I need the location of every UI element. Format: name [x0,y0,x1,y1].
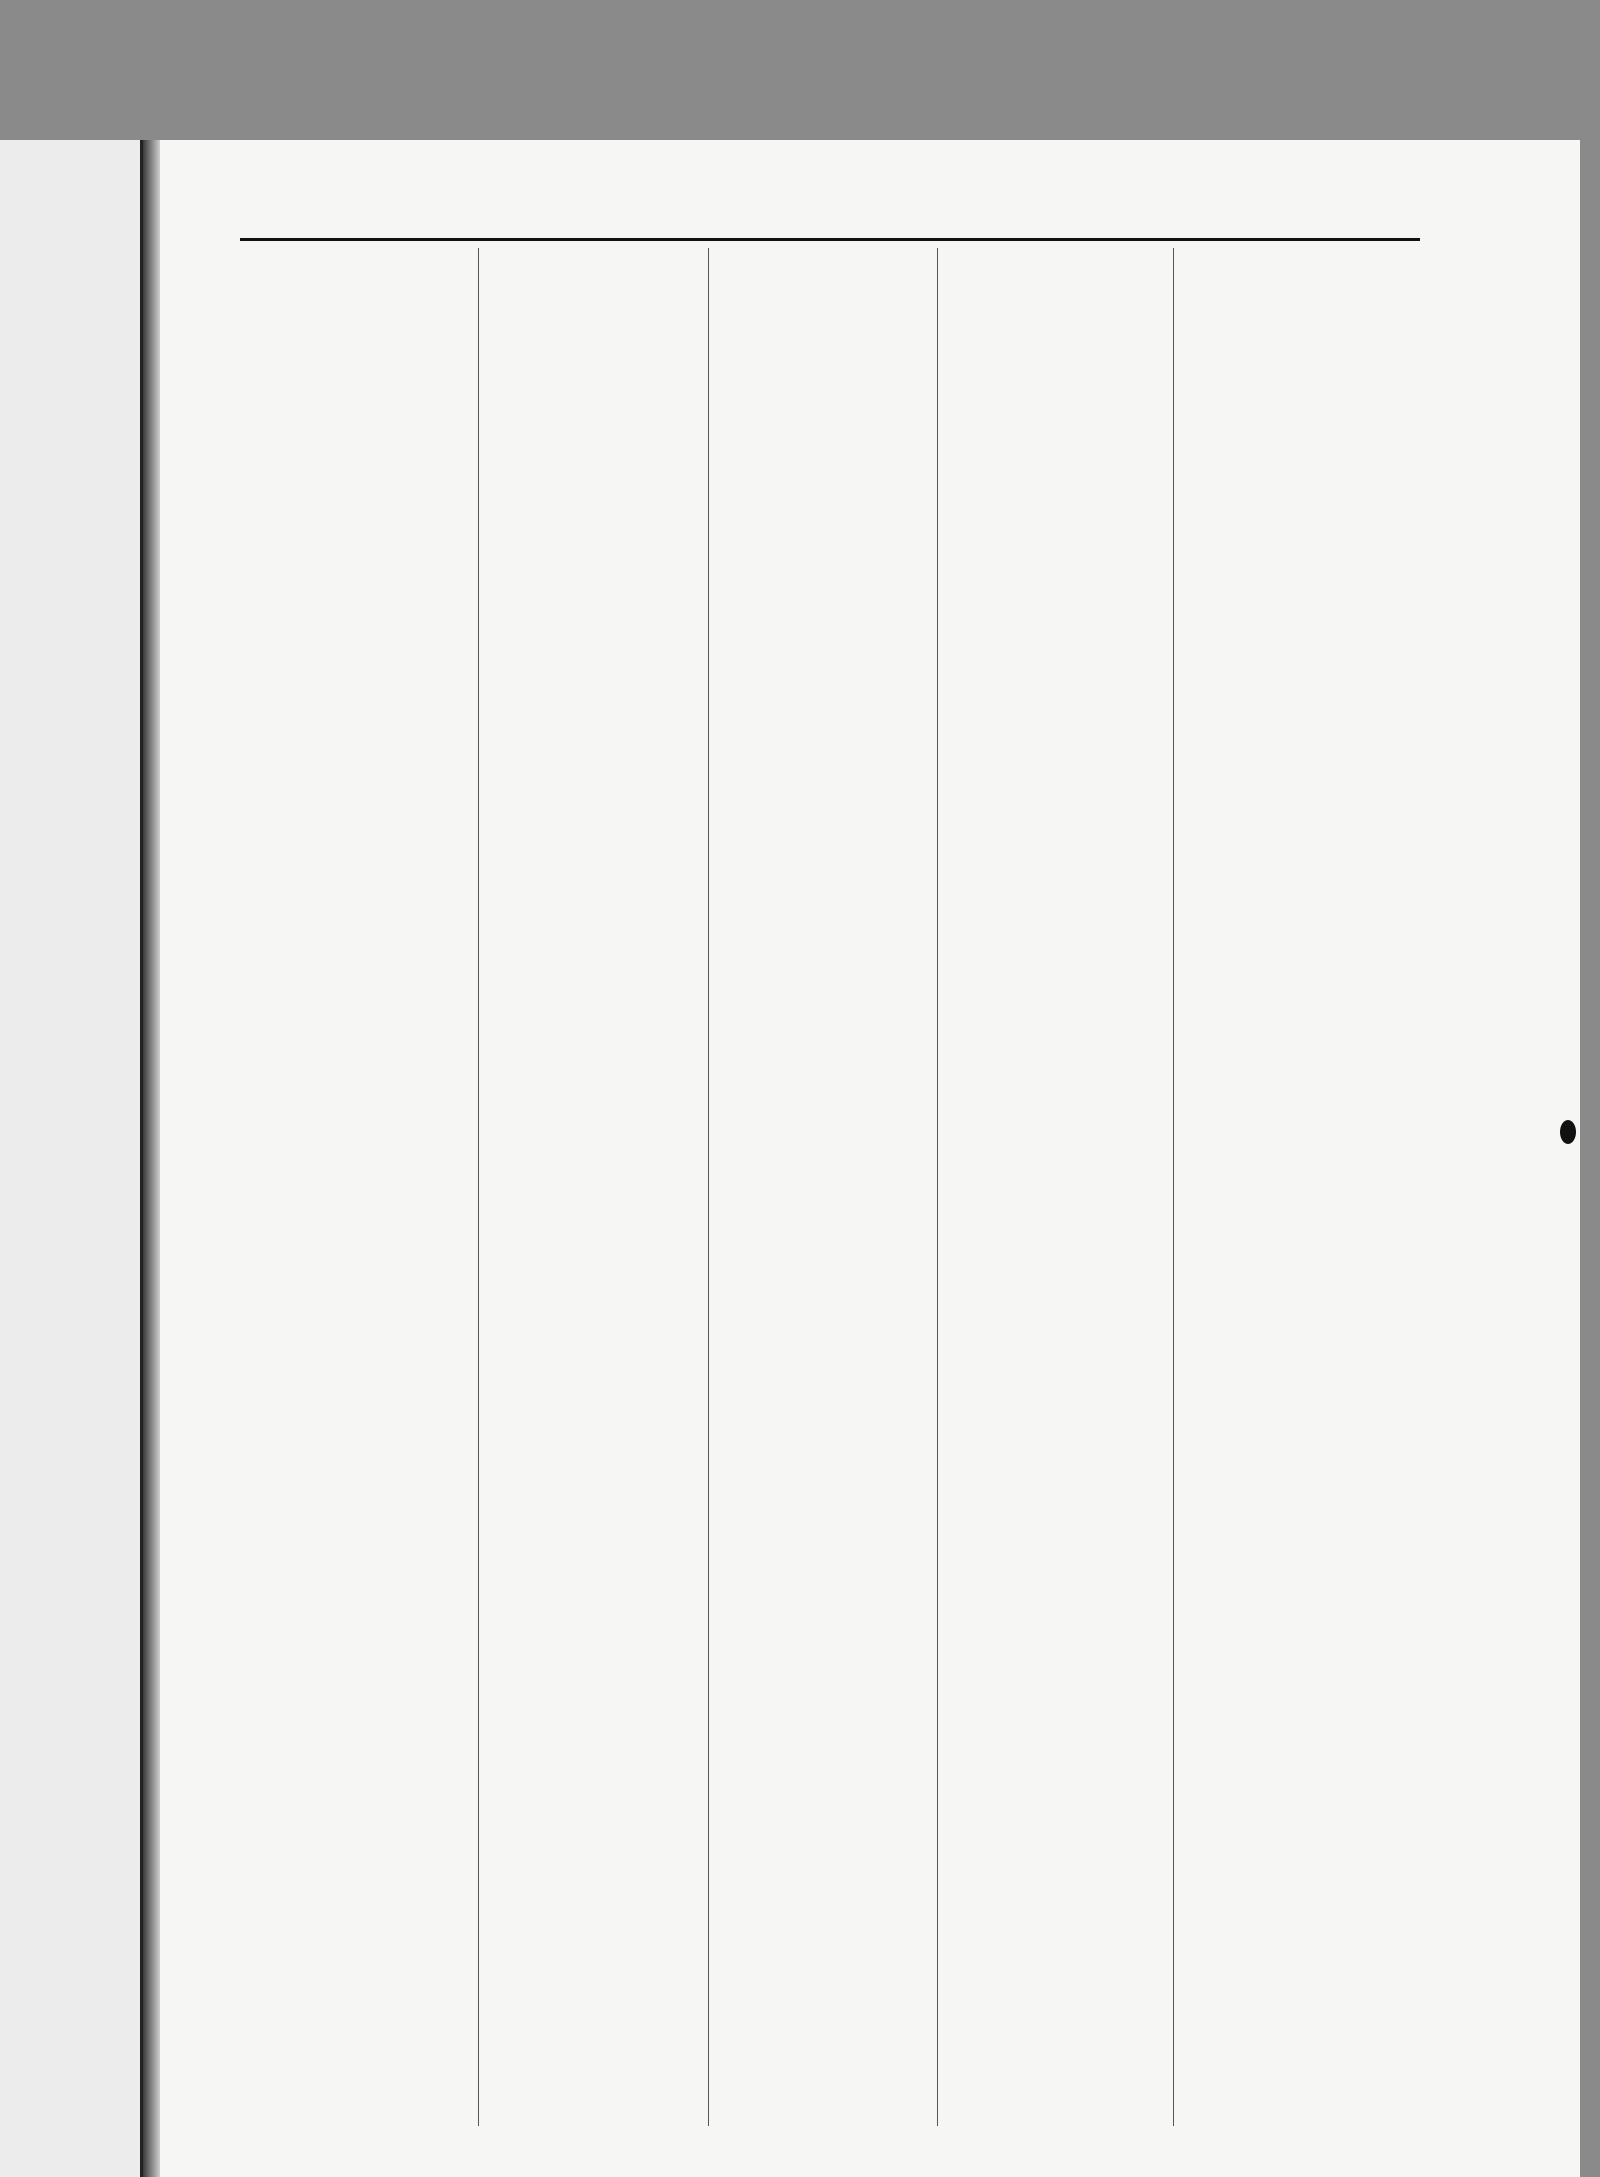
column-divider [478,248,479,2126]
page-header [240,198,1420,226]
column-divider [708,248,709,2126]
punch-hole [1560,1120,1576,1144]
header-rule [240,238,1420,241]
column-divider [1173,248,1174,2126]
book-gutter [143,140,160,2177]
column-divider [937,248,938,2126]
directory-page [160,140,1580,2177]
facing-page-fragment [0,140,143,2177]
